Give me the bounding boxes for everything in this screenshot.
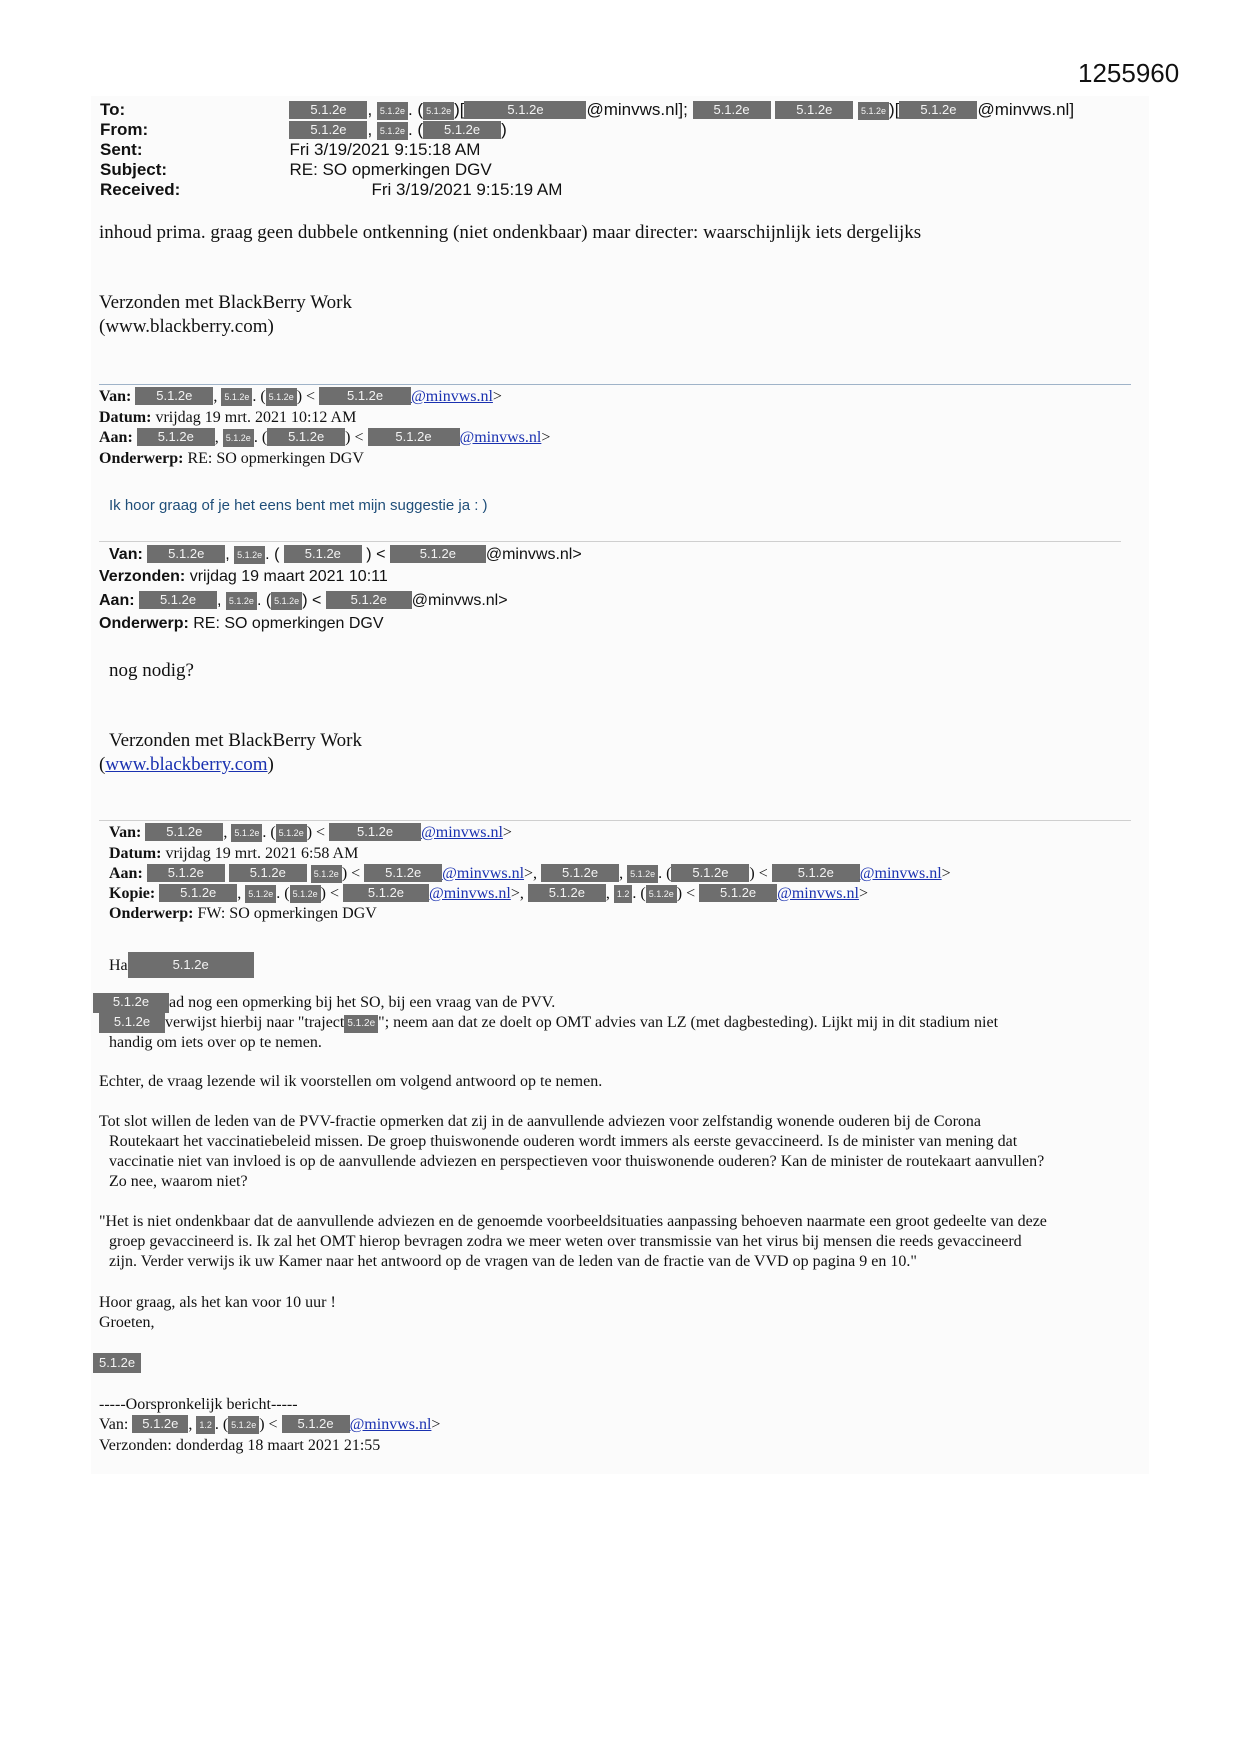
original-van-row: Van: 5.1.2e , 1.2 . ( 5.1.2e ) < 5.1.2e @minvws.nl>: [99, 1416, 441, 1433]
msg3-verzonden-value: vrijdag 19 maart 2021 10:11: [189, 568, 388, 585]
redacted-abbrev: 5.1.2e: [671, 864, 749, 882]
msg2-onderwerp-label: Onderwerp:: [99, 450, 184, 467]
msg3-aan-row: Aan: 5.1.2e , 5.1.2e . ( 5.1.2e ) < 5.1.2e @minvws.nl>: [99, 592, 508, 609]
msg2-aan-row: Aan: 5.1.2e , 5.1.2e . ( 5.1.2e ) < 5.1.2e @minvws.nl>: [99, 429, 551, 446]
msg4-van-row: Van: 5.1.2e , 5.1.2e . ( 5.1.2e ) < 5.1.2e @minvws.nl>: [109, 824, 512, 841]
redacted-initials: 1.2: [196, 1416, 215, 1434]
msg1-signature-link: (www.blackberry.com): [99, 316, 274, 337]
redacted-email: 5.1.2e: [364, 864, 442, 882]
redacted-name: 5.1.2e: [289, 101, 367, 119]
redacted-email: 5.1.2e: [368, 428, 460, 446]
redacted-abbrev: 5.1.2e: [311, 865, 342, 883]
redacted-abbrev: 5.1.2e: [646, 885, 677, 903]
redacted-abbrev: 5.1.2e: [423, 102, 454, 120]
para2-line: Zo nee, waarom niet?: [109, 1173, 248, 1190]
redacted-name: 5.1.2e: [139, 591, 217, 609]
redacted-project: 5.1.2e: [344, 1015, 378, 1033]
original-separator: -----Oorspronkelijk bericht-----: [99, 1396, 298, 1413]
redacted-name: 5.1.2e: [137, 428, 215, 446]
to-label: To:: [100, 100, 126, 119]
original-van-email[interactable]: @minvws.nl: [349, 1416, 432, 1433]
to-domain-2: @minvws.nl]: [977, 100, 1075, 119]
redacted-name: 5.1.2e: [528, 884, 606, 902]
original-van-label: Van:: [99, 1416, 129, 1433]
closing-line: Hoor graag, als het kan voor 10 uur !: [99, 1294, 336, 1311]
redacted-initials: 5.1.2e: [231, 824, 262, 842]
msg2-datum-row: [99, 408, 356, 428]
msg4-kopie-email-2[interactable]: @minvws.nl: [777, 885, 859, 902]
received-value: Fri 3/19/2021 9:15:19 AM: [371, 180, 563, 199]
redacted-abbrev: 5.1.2e: [858, 102, 889, 120]
msg4-onderwerp-label: Onderwerp:: [109, 905, 194, 922]
divider: [99, 384, 1131, 385]
redacted-name: 5.1.2e: [135, 387, 213, 405]
received-label: Received:: [100, 180, 181, 199]
msg2-van-label: Van:: [99, 388, 132, 405]
redacted-initials: 1.2: [614, 885, 633, 903]
redacted-name: 5.1.2e: [775, 101, 853, 119]
msg4-aan-email-2[interactable]: @minvws.nl: [859, 865, 942, 882]
redacted-name: 5.1.2e: [99, 1013, 165, 1033]
closing-line: Groeten,: [99, 1314, 155, 1331]
msg4-onderwerp-value: FW: SO opmerkingen DGV: [197, 905, 377, 922]
redacted-name: 5.1.2e: [693, 101, 771, 119]
redacted-email: 5.1.2e: [343, 884, 429, 902]
redacted-sender: 5.1.2e: [93, 1353, 141, 1373]
msg2-datum-label: Datum:: [99, 409, 152, 426]
redacted-email: 5.1.2e: [282, 1415, 350, 1433]
redacted-name: 5.1.2e: [229, 864, 307, 882]
msg3-body: nog nodig?: [109, 660, 194, 681]
msg3-van-label: Van:: [109, 546, 143, 563]
msg1-signature: Verzonden met BlackBerry Work: [99, 292, 352, 313]
redacted-abbrev: 5.1.2e: [266, 388, 297, 406]
redacted-name: 5.1.2e: [93, 993, 169, 1013]
redacted-name: 5.1.2e: [132, 1415, 188, 1433]
msg1-body: inhoud prima. graag geen dubbele ontkenning (niet ondenkbaar) maar directer: waarschijnlijk iets dergelijks: [99, 222, 922, 243]
msg4-aan-label: Aan:: [109, 865, 143, 882]
msg3-verzonden-label: Verzonden:: [99, 568, 186, 585]
msg4-aan-row: Aan: 5.1.2e 5.1.2e 5.1.2e ) < 5.1.2e @minvws.nl>, 5.1.2e , 5.1.2e . ( 5.1.2e ) < 5.1.2e @minvws.nl>: [109, 865, 951, 882]
redacted-name: 5.1.2e: [147, 545, 225, 563]
msg4-line2: [99, 1013, 998, 1033]
msg3-signature-link-row: (www.blackberry.com): [99, 754, 274, 775]
msg4-datum-row: [109, 844, 358, 864]
msg4-datum-value: vrijdag 19 mrt. 2021 6:58 AM: [165, 845, 359, 862]
redacted-email: 5.1.2e: [899, 101, 977, 119]
redacted-name: 5.1.2e: [289, 121, 367, 139]
msg2-van-email[interactable]: @minvws.nl: [411, 388, 493, 405]
redacted-abbrev: 5.1.2e: [276, 824, 307, 842]
msg3-van-email: @minvws.nl>: [485, 546, 582, 563]
msg4-onderwerp-row: [109, 904, 377, 924]
para3-line: groep gevaccineerd is. Ik zal het OMT hierop bevragen zodra we meer weten over transmissie van het virus bij mensen die reeds gevaccineerd: [109, 1233, 1022, 1250]
redacted-initials: 5.1.2e: [234, 546, 265, 564]
msg4-van-label: Van:: [109, 824, 142, 841]
redacted-email: 5.1.2e: [390, 545, 486, 563]
redacted-initials: 5.1.2e: [627, 865, 658, 883]
msg4-greeting: [109, 952, 254, 978]
subject-value: RE: SO opmerkingen DGV: [289, 160, 492, 179]
sent-label: Sent:: [100, 140, 143, 159]
header-sent-row: [100, 140, 480, 160]
para3-line: "Het is niet ondenkbaar dat de aanvullende adviezen en de genoemde voorbeeldsituaties aanpassing behoeven naarmate een groot gedeelte van deze: [99, 1213, 1047, 1230]
msg2-aan-email[interactable]: @minvws.nl: [459, 429, 542, 446]
para3-line: zijn. Verder verwijs ik uw Kamer naar het antwoord op de vragen van de leden van de fractie van de VVD op pagina 9 en 10.": [109, 1253, 917, 1270]
redacted-name: 5.1.2e: [128, 952, 254, 978]
msg2-van-row: Van: 5.1.2e , 5.1.2e . ( 5.1.2e ) < 5.1.2e @minvws.nl>: [99, 388, 502, 405]
msg2-onderwerp-row: [99, 449, 364, 469]
redacted-name: 5.1.2e: [541, 864, 619, 882]
msg3-onderwerp-label: Onderwerp:: [99, 615, 189, 632]
redacted-name: 5.1.2e: [145, 823, 223, 841]
redacted-abbrev: 5.1.2e: [290, 885, 321, 903]
from-label: From:: [100, 120, 149, 139]
para2-line: vaccinatie niet van invloed is op de aanvullende adviezen en perspectieven voor thuiswonende ouderen? Kan de minister de routekaart aanvullen?: [109, 1153, 1045, 1170]
msg4-para2: [99, 1112, 1044, 1192]
msg3-signature-link[interactable]: www.blackberry.com: [105, 754, 268, 775]
body-line: verwijst hierbij naar "traject: [165, 1014, 345, 1031]
msg2-body: Ik hoor graag of je het eens bent met mijn suggestie ja : ): [109, 497, 488, 514]
msg4-para3: [99, 1212, 1047, 1272]
original-verzonden: Verzonden: donderdag 18 maart 2021 21:55: [99, 1437, 381, 1454]
msg2-aan-label: Aan:: [99, 429, 133, 446]
msg3-aan-label: Aan:: [99, 592, 135, 609]
subject-label: Subject:: [100, 160, 168, 179]
msg4-line1: [93, 993, 555, 1013]
redacted-initials: 5.1.2e: [226, 592, 257, 610]
msg4-line3: handig om iets over op te nemen.: [109, 1034, 322, 1051]
header-from-row: From: 5.1.2e , 5.1.2e . ( 5.1.2e ): [100, 120, 507, 139]
divider: [99, 541, 1121, 542]
redacted-abbrev: 5.1.2e: [423, 121, 501, 139]
redacted-name: 5.1.2e: [159, 884, 237, 902]
msg4-kopie-label: Kopie:: [109, 885, 156, 902]
redacted-email: 5.1.2e: [699, 884, 777, 902]
header-to-row: To: 5.1.2e , 5.1.2e . ( 5.1.2e )[ 5.1.2e @minvws.nl]; 5.1.2e 5.1.2e 5.1.2e )[ 5.1.2e @minvws.nl]: [100, 100, 1075, 119]
redacted-initials: 5.1.2e: [245, 885, 276, 903]
msg2-onderwerp-value: RE: SO opmerkingen DGV: [187, 450, 364, 467]
redacted-name: 5.1.2e: [147, 864, 225, 882]
body-line: ad nog een opmerking bij het SO, bij een vraag van de PVV.: [169, 994, 556, 1011]
msg3-onderwerp-row: [99, 614, 384, 634]
msg4-datum-label: Datum:: [109, 845, 162, 862]
redacted-abbrev: 5.1.2e: [228, 1416, 259, 1434]
to-domain-1: @minvws.nl];: [586, 100, 688, 119]
redacted-abbrev: 5.1.2e: [271, 592, 302, 610]
document-number: 1255960: [1078, 58, 1180, 88]
msg4-kopie-email-1[interactable]: @minvws.nl: [428, 885, 511, 902]
msg3-onderwerp-value: RE: SO opmerkingen DGV: [193, 615, 384, 632]
para2-line: Tot slot willen de leden van de PVV-fractie opmerken dat zij in de aanvullende adviezen voor zelfstandig wonende ouderen bij de Corona: [99, 1113, 981, 1130]
header-received-row: [100, 180, 562, 200]
para2-line: Routekaart het vaccinatiebeleid missen. De groep thuiswonende ouderen wordt immers als eerste gevaccineerd. Is de minister van mening dat: [109, 1133, 1018, 1150]
msg4-van-email[interactable]: @minvws.nl: [421, 824, 503, 841]
msg3-aan-email: @minvws.nl>: [411, 592, 508, 609]
redacted-email: 5.1.2e: [464, 101, 586, 119]
redacted-email: 5.1.2e: [319, 387, 411, 405]
redacted-initials: 5.1.2e: [377, 122, 408, 140]
redacted-initials: 5.1.2e: [377, 102, 408, 120]
redacted-abbrev: 5.1.2e: [267, 428, 345, 446]
redacted-email: 5.1.2e: [772, 864, 860, 882]
divider: [99, 820, 1131, 821]
sent-value: Fri 3/19/2021 9:15:18 AM: [289, 140, 481, 159]
msg4-kopie-row: Kopie: 5.1.2e , 5.1.2e . ( 5.1.2e ) < 5.1.2e @minvws.nl>, 5.1.2e , 1.2 . ( 5.1.2e ) < 5.1.2e @minvws.nl>: [109, 885, 868, 902]
msg4-signature: [93, 1353, 141, 1373]
msg3-verzonden-row: [99, 567, 388, 587]
body-line: "; neem aan dat ze doelt op OMT advies van LZ (met dagbesteding). Lijkt mij in dit stadium niet: [378, 1014, 999, 1031]
msg2-datum-value: vrijdag 19 mrt. 2021 10:12 AM: [155, 409, 357, 426]
header-subject-row: [100, 160, 492, 180]
redacted-email: 5.1.2e: [326, 591, 412, 609]
msg4-aan-email-1[interactable]: @minvws.nl: [442, 865, 525, 882]
redacted-email: 5.1.2e: [329, 823, 421, 841]
msg4-para1: Echter, de vraag lezende wil ik voorstellen om volgend antwoord op te nemen.: [99, 1073, 603, 1090]
redacted-abbrev: 5.1.2e: [284, 545, 362, 563]
msg4-closing: [99, 1293, 336, 1333]
msg3-van-row: Van: 5.1.2e , 5.1.2e . ( 5.1.2e ) < 5.1.2e @minvws.nl>: [109, 546, 582, 563]
redacted-initials: 5.1.2e: [221, 388, 252, 406]
greeting-text: Ha: [109, 957, 128, 974]
redacted-initials: 5.1.2e: [223, 429, 254, 447]
msg3-signature: Verzonden met BlackBerry Work: [109, 730, 362, 751]
